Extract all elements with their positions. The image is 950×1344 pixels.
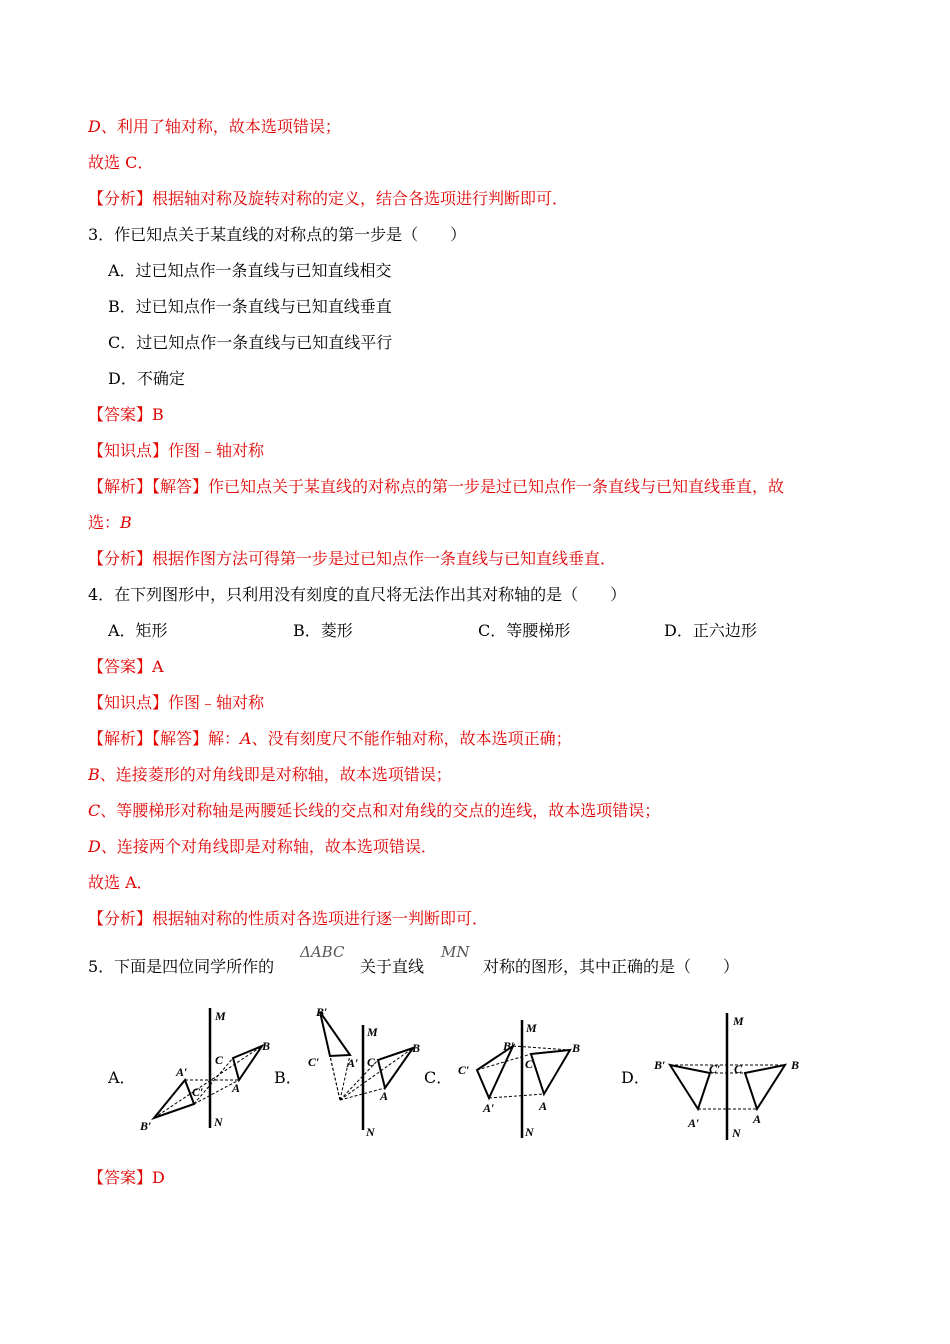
- knowledge-text: 作图﹣轴对称: [168, 693, 265, 712]
- q2-d-text: 、利用了轴对称，故本选项错误；: [100, 117, 341, 136]
- svg-text:B: B: [412, 1041, 421, 1055]
- q5-fig-label-b: B．: [274, 1068, 302, 1087]
- svg-text:M: M: [526, 1021, 537, 1035]
- letter-a: A: [240, 729, 252, 748]
- q4-knowledge: [88, 693, 264, 713]
- svg-text:A′: A′: [347, 1056, 359, 1070]
- svg-text:M: M: [367, 1025, 378, 1039]
- svg-text:C: C: [525, 1057, 534, 1071]
- q5-stem-mid: 关于直线: [360, 957, 425, 976]
- svg-text:B: B: [791, 1058, 800, 1072]
- analysis-tag: 【分析】: [88, 189, 153, 208]
- q2-analysis: [88, 189, 568, 209]
- svg-text:A′: A′: [688, 1116, 700, 1130]
- q3-option-c: C．过已知点作一条直线与已知直线平行: [108, 333, 393, 352]
- q3-stem: 3．作已知点关于某直线的对称点的第一步是（ ）: [88, 225, 467, 244]
- explain-text: 、连接菱形的对角线即是对称轴，故本选项错误；: [99, 765, 452, 784]
- q3-option-b: B．过已知点作一条直线与已知直线垂直: [108, 297, 392, 316]
- svg-text:C: C: [215, 1053, 224, 1067]
- q4-explain: [88, 729, 572, 749]
- q5-figure-c: [455, 1010, 595, 1145]
- svg-text:C: C: [367, 1055, 376, 1069]
- svg-text:B′: B′: [654, 1058, 666, 1072]
- answer-tag: 【答案】: [88, 405, 153, 424]
- q5-figure-d: [650, 1005, 810, 1145]
- q5-stem-triangle: ΔABC: [300, 943, 345, 961]
- letter-d: D: [88, 837, 101, 856]
- analysis-text: 根据作图方法可得第一步是过已知点作一条直线与已知直线垂直．: [152, 549, 617, 568]
- svg-text:B′: B′: [316, 1005, 328, 1019]
- q3-explain-line2: [88, 513, 132, 533]
- q4-explain-c: [88, 801, 660, 821]
- q4-stem: 4．在下列图形中，只利用没有刻度的直尺将无法作出其对称轴的是（ ）: [88, 585, 627, 604]
- q5-stem-post: 对称的图形，其中正确的是（ ）: [483, 957, 740, 976]
- explain-tag: 【解析】【解答】: [88, 477, 209, 496]
- q4-choose: 故选 A．: [88, 873, 153, 892]
- q5-figure-b: [300, 1000, 430, 1140]
- svg-text:C: C: [734, 1062, 743, 1076]
- q4-option-c: C．等腰梯形: [478, 621, 571, 640]
- explain-text: 选：: [88, 513, 121, 532]
- q4-option-b: B．菱形: [293, 621, 353, 640]
- q2-choose: 故选 C．: [88, 153, 154, 172]
- analysis-tag: 【分析】: [88, 909, 153, 928]
- letter-d: D: [88, 117, 101, 136]
- svg-text:B: B: [262, 1039, 271, 1053]
- q5-stem-line: MN: [441, 943, 470, 961]
- knowledge-tag: 【知识点】: [88, 441, 169, 460]
- svg-text:N: N: [214, 1115, 223, 1129]
- explain-text: 、没有刻度尺不能作轴对称，故本选项正确；: [251, 729, 572, 748]
- explain-text: 、等腰梯形对称轴是两腰延长线的交点和对角线的交点的连线，故本选项错误；: [100, 801, 661, 820]
- letter-b: B: [88, 765, 100, 784]
- q2-option-d-explain: [88, 117, 341, 137]
- svg-text:A′: A′: [176, 1065, 188, 1079]
- analysis-tag: 【分析】: [88, 549, 153, 568]
- explain-text: 作已知点关于某直线的对称点的第一步是过已知点作一条直线与已知直线垂直，故: [208, 477, 785, 496]
- q3-explain-line1: [88, 477, 784, 497]
- q3-answer: [88, 405, 164, 425]
- q4-option-d: D．正六边形: [664, 621, 757, 640]
- svg-text:C′: C′: [308, 1055, 320, 1069]
- knowledge-text: 作图﹣轴对称: [168, 441, 265, 460]
- svg-text:B′: B′: [503, 1039, 515, 1053]
- letter-b: B: [120, 513, 132, 532]
- q5-answer: [88, 1168, 165, 1188]
- letter-c: C: [88, 801, 101, 820]
- answer-text: B: [152, 405, 164, 424]
- svg-text:A: A: [539, 1099, 548, 1113]
- svg-text:N: N: [525, 1125, 534, 1139]
- svg-text:A: A: [232, 1081, 241, 1095]
- q3-option-a: A．过已知点作一条直线与已知直线相交: [108, 261, 392, 280]
- svg-text:A′: A′: [483, 1101, 495, 1115]
- explain-text: 、连接两个对角线即是对称轴，故本选项错误．: [100, 837, 437, 856]
- svg-text:C′: C′: [709, 1062, 721, 1076]
- svg-text:B: B: [572, 1041, 581, 1055]
- answer-text: D: [152, 1168, 165, 1187]
- svg-text:M: M: [215, 1009, 226, 1023]
- q4-answer: [88, 657, 164, 677]
- q5-fig-label-d: D．: [621, 1068, 650, 1087]
- q4-explain-b: [88, 765, 452, 785]
- svg-text:M: M: [733, 1014, 744, 1028]
- svg-text:C′: C′: [192, 1085, 204, 1099]
- explain-tag: 【解析】【解答】: [88, 729, 209, 748]
- answer-text: A: [152, 657, 164, 676]
- q5-fig-label-a: A．: [108, 1068, 136, 1087]
- knowledge-tag: 【知识点】: [88, 693, 169, 712]
- svg-text:A: A: [753, 1112, 762, 1126]
- q4-explain-d: [88, 837, 437, 857]
- svg-text:A: A: [380, 1089, 389, 1103]
- q4-analysis: [88, 909, 488, 929]
- answer-tag: 【答案】: [88, 657, 153, 676]
- svg-text:B′: B′: [140, 1119, 152, 1133]
- q3-option-d: D．不确定: [108, 369, 185, 388]
- q5-figure-a: [130, 1000, 275, 1140]
- answer-tag: 【答案】: [88, 1168, 153, 1187]
- q5-stem-pre: 5．下面是四位同学所作的: [88, 957, 275, 976]
- svg-text:N: N: [732, 1126, 741, 1140]
- explain-pre: 解：: [208, 729, 241, 748]
- q3-knowledge: [88, 441, 264, 461]
- analysis-text: 根据轴对称及旋转对称的定义，结合各选项进行判断即可．: [152, 189, 569, 208]
- svg-text:N: N: [366, 1125, 375, 1139]
- analysis-text: 根据轴对称的性质对各选项进行逐一判断即可．: [152, 909, 489, 928]
- q5-fig-label-c: C．: [424, 1068, 453, 1087]
- q3-analysis: [88, 549, 616, 569]
- svg-text:C′: C′: [458, 1063, 470, 1077]
- q4-option-a: A．矩形: [108, 621, 168, 640]
